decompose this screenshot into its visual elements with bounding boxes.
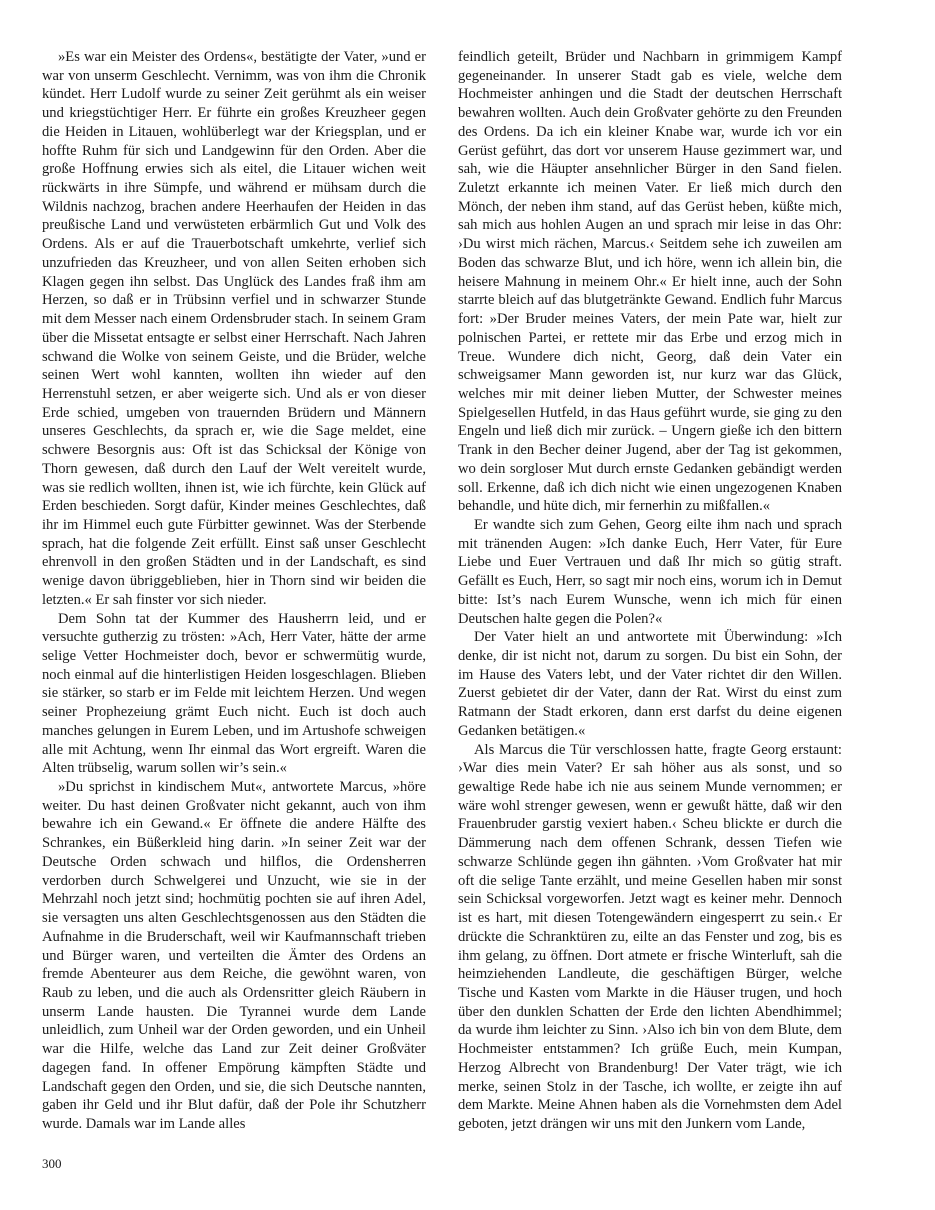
paragraph-vater-antwortet: Der Vater hielt an und antwortete mit Überwindung: »Ich denke, dir ist nicht not, darum zu sorgen. Du bist ein Sohn, der im Hause des Vaters lebt, und der Vater richtet dir den Willen. Zuerst gebietet dir der Vater, dann der Rat. Wirst du einst zum Ratmann der Stadt erkoren, dann erst darfst du deine eigenen Gedanken betätigen.« <box>458 629 842 739</box>
paragraph-kindischer-mut: »Du sprichst in kindischem Mut«, antwortete Marcus, »höre weiter. Du hast deinen Großvater nicht gekannt, auch von ihm bewahre ich ein Gewand.« Er öffnete die andere Hälfte des Schrankes, ein Büßerkleid hing darin. »In seiner Zeit war der Deutsche Orden schwach und hilflos, die Ordensherren verdorben durch Schwelgerei und Unzucht, wie sie in der Mehrzahl noch jetzt sind; hochmütig pochten sie auf ihren Adel, sie versagten uns alten Geschlechtsgenossen aus den Städten die Aufnahme in die Bruderschaft, weil wir Kaufmannschaft trieben und Bürger waren, und verteilten die Ämter des Ordens an fremde Abenteurer aus dem Reiche, die gewöhnt waren, von Raub zu leben, und die auch als Ordensritter gleich Räubern in unserm Lande hausten. Die Tyrannei wurde dem Lande unleidlich, zum Unheil war der Orden geworden, und ein Unheil war die Hilfe, welche das Land zur Zeit deiner Großväter dagegen fand. In offener Empörung kämpften Städte und Landschaft gegen den Orden, und sie, die sich Deutsche nannten, gaben ihr Geld und ihr Blut dafür, daß der Pole ihr Schutzherr wurde. Damals war im Lande alles <box>42 779 426 1132</box>
right-column <box>458 48 842 1134</box>
paragraph-meister-des-ordens: »Es war ein Meister des Ordens«, bestätigte der Vater, »und er war von unserm Geschlecht. Vernimm, was von ihm die Chronik kündet. Herr Ludolf wurde zu seiner Zeit gerühmt als ein weiser und kriegstüchtiger Herr. Er führte ein großes Kreuzheer gegen die Heiden in Litauen, wohlüberlegt war der Kriegsplan, und er hoffte Ruhm für sich und Landgewinn für den Orden. Aber die große Hoffnung erwies sich als eitel, die Litauer wichen weit rückwärts in ihre Sümpfe, und während er mühsam durch die Wildnis nachzog, brachen andere Heerhaufen der Heiden in das preußische Land und verwüsteten erbärmlich Gut und Volk des Ordens. Als er auf die Trauerbotschaft umkehrte, verlief sich unzufrieden das Kreuzheer, und von allen Seiten erhoben sich Klagen gegen ihn selbst. Das Unglück des Landes fraß ihm am Herzen, so daß er in Trübsinn verfiel und in schwarzer Stunde mit dem Messer nach einem Ordensbruder stach. In seinem Gram über die Missetat entsagte er selbst einer Herrschaft. Nach Jahren schwand die Wolke von seinem Geiste, und die Brüder, welche seinen Wert wohl kannten, wollten ihn wieder auf den Herrenstuhl setzen, er aber weigerte sich. Und als er von dieser Erde schied, umgeben von trauernden Brüdern und Männern unseres Geschlechts, da sprach er, wie die Sage meldet, eine schwere Besorgnis aus: Oft ist das Schicksal der Könige von Thorn gewesen, daß durch den Lauf der Welt vereitelt wurde, was sie redlich wollten, ihnen ist, wie ich fürchte, kein Glück auf Erden beschieden. Sorgt dafür, Kinder meines Geschlechtes, daß ihr im Himmel euch gute Fürbitter gewinnet. Was der Sterbende sprach, hat die folgende Zeit erfüllt. Einst saß unser Geschlecht ehrenvoll in den großen Städten und in der Landschaft, es sind wenige davon übriggeblieben, hier in Thorn sind wir beiden die letzten.« Er sah finster vor sich nieder. <box>42 49 426 608</box>
paragraph-georg-dankt: Er wandte sich zum Gehen, Georg eilte ihm nach und sprach mit tränenden Augen: »Ich danke Euch, Herr Vater, für Eure Liebe und Euer Vertrauen und daß Ihr mich so gütig straft. Gefällt es Euch, Herr, so sagt mir noch eins, worum ich in Demut bitte: Ist’s nach Eurem Wunsche, wenn ich mich für einen Deutschen halte gegen die Polen?« <box>458 516 842 627</box>
left-column <box>42 48 426 1134</box>
page-number: 300 <box>42 1156 62 1171</box>
paragraph-feindlich-geteilt: feindlich geteilt, Brüder und Nachbarn in grimmigem Kampf gegeneinander. In unserer Stadt gab es viele, welche dem Hochmeister anhingen und die Stadt der deutschen Herrschaft bewahren wollten. Auch dein Großvater gehörte zu den Freunden des Ordens. Da ich ein kleiner Knabe war, wurde ich vor ein Gerüst geführt, das dort vor unserem Hause gezimmert war, und sah, wie die Häupter ansehnlicher Bürger in den Sand fielen. Zuletzt erkannte ich meinen Vater. Er ließ mich durch den Mönch, der neben ihm stand, auf das Gerüst heben, küßte mich, sah mich aus hohlen Augen an und sprach mir leise in das Ohr: ›Du wirst mich rächen, Marcus.‹ Seitdem sehe ich zuweilen am Boden das schwarze Blut, und ich höre, wenn ich allein bin, die heisere Mahnung in meinem Ohr.« Er hielt inne, auch der Sohn starrte bleich auf das blutgetränkte Gewand. Endlich fuhr Marcus fort: »Der Bruder meines Vaters, der mein Pate war, hielt zur polnischen Partei, er rettete mir das Erbe und erzog mich in Treue. Wundere dich nicht, Georg, daß dein Vater ein schweigsamer Mann geworden ist, nur kurz war das Glück, welches mir mit deiner lieben Mutter, der Schwester meines Spielgesellen Hutfeld, in das Haus geführt wurde, sie ging zu den Engeln und ließ dich mir zurück. – Ungern gieße ich den bittern Trank in den Becher deiner Jugend, aber der Tag ist gekommen, wo dein sorgloser Mut durch ernste Gedanken gebändigt werden soll. Erkenne, daß ich dich nicht wie einen ungezogenen Knaben behandle, und hüte dich, mir fernerhin zu mißfallen.« <box>458 49 842 515</box>
paragraph-tuer-verschlossen: Als Marcus die Tür verschlossen hatte, fragte Georg erstaunt: ›War dies mein Vater? Er sah höher aus als sonst, und so gewaltige Rede habe ich nie aus seinem Munde vernommen; er wäre wohl strenger gewesen, wenn er gewußt hätte, daß wir den Frauenbruder garstig vexiert haben.‹ Scheu blickte er durch die Dämmerung nach dem offenen Schrank, dessen Tiefen wie schwarze Schlünde gegen ihn gähnten. ›Vom Großvater hat mir oft die selige Tante erzählt, und meine Gesellen haben mir sonst sein Schicksal vorgeworfen. Jetzt wagt es keiner mehr. Dennoch ist es hart, mit diesen Totengewändern eingesperrt zu sein.‹ Er drückte die Schranktüren zu, eilte an das Fenster und zog, bis es ihm gelang, zu öffnen. Dort atmete er frische Winterluft, sah die heimziehenden Landleute, die geschäftigen Bürger, welche Tische und Kasten vom Markte in die Häuser trugen, und hoch über den dunklen Schatten der Erde den lichten Abendhimmel; da wurde ihm leichter zu Sinn. ›Also ich bin von dem Blute, dem Hochmeister entstammen? Ich grüße Euch, mein Kumpan, Herzog Albrecht von Brandenburg! Der Vater trägt, wie ich merke, seinen Stolz in der Tasche, ich wollte, er zeigte ihn auf dem Markte. Meine Ahnen haben als die Vornehmsten dem Adel geboten, jetzt drängen wir uns mit den Junkern vom Lande, <box>458 741 842 1132</box>
paragraph-sohn-troestet: Dem Sohn tat der Kummer des Hausherrn leid, und er versuchte gutherzig zu trösten: »Ach, Herr Vater, hätte der arme selige Vetter Hochmeister doch, bevor er schwermütig wurde, noch einmal auf die hinterlistigen Heiden losgeschlagen. Blieben sie stärker, so starb er im Felde mit leichtem Herzen. Und wegen seiner Prophezeiung grämt Euch nicht. Euch ist doch auch manches gelungen in Eurem Leben, und im Artushofe schweigen alle mit Achtung, wenn Ihr einmal das Wort ergreift. Waren die Alten trübselig, warum sollen wir’s sein.« <box>42 610 426 777</box>
